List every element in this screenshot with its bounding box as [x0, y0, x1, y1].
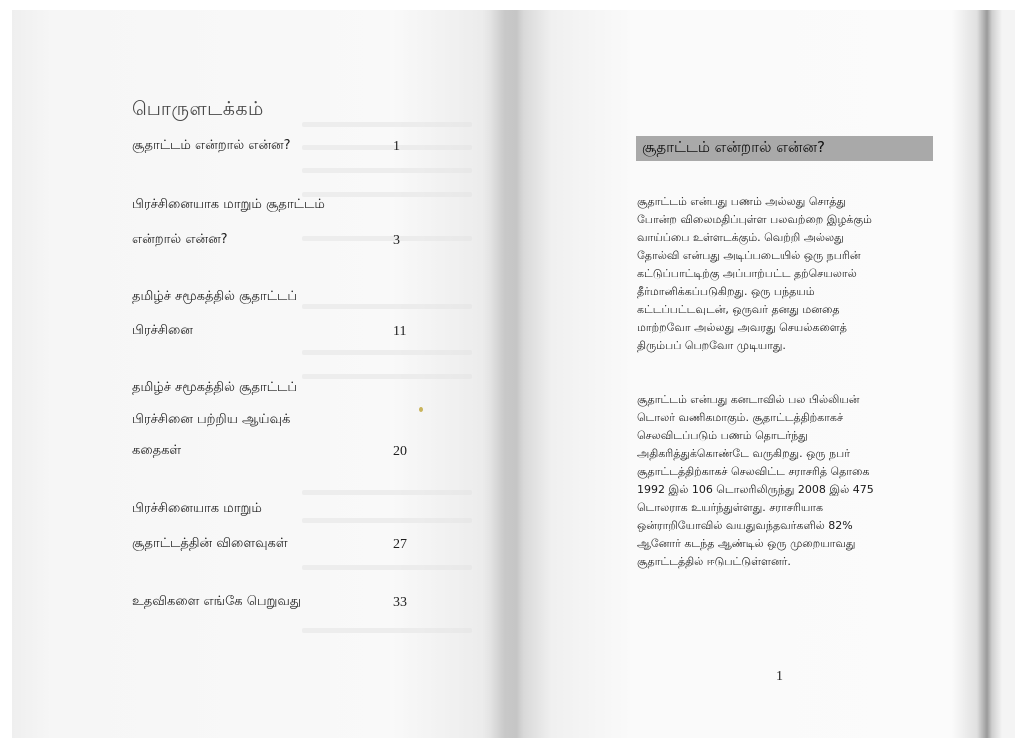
paragraph-line: கட்டுப்பாட்டிற்கு அப்பாற்பட்ட தற்செயலால் — [637, 267, 857, 280]
paragraph-line: வாய்ப்பை உள்ளடக்கும். வெற்றி அல்லது — [637, 231, 844, 244]
paragraph-line: ஆனோர் கடந்த ஆண்டில் ஒரு முறையாவது — [637, 537, 856, 550]
paragraph-line: சூதாட்டம் என்பது பணம் அல்லது சொத்து — [637, 195, 846, 208]
paragraph-line: கட்டப்பட்டவுடன், ஒருவர் தனது மனதை — [637, 303, 840, 316]
toc-entry-title: தமிழ்ச் சமூகத்தில் சூதாட்டப் — [132, 289, 298, 304]
toc-entry-title: சூதாட்டத்தின் விளைவுகள் — [132, 536, 288, 551]
paragraph-line: டொலர் வணிகமாகும். சூதாட்டத்திற்காகச் — [637, 411, 844, 424]
toc-entry-page: 27 — [393, 537, 407, 552]
paragraph-line: தீர்மானிக்கப்படுகிறது. ஒரு பந்தயம் — [637, 285, 815, 298]
toc-entry-page: 3 — [393, 233, 400, 248]
toc-entry-title: பிரச்சினையாக மாறும் — [132, 501, 262, 516]
bleed-through-text — [302, 374, 472, 379]
bleed-through-text — [302, 350, 472, 355]
toc-entry-title: பிரச்சினை — [132, 323, 193, 338]
paragraph-line: சூதாட்டத்திற்காகச் செலவிட்ட சராசரித் தொகை — [637, 465, 870, 478]
toc-entry-title: உதவிகளை எங்கே பெறுவது — [132, 594, 302, 609]
bleed-through-text — [302, 122, 472, 127]
bleed-through-text — [302, 168, 472, 173]
book-spine — [490, 10, 520, 738]
bleed-through-text — [302, 236, 472, 241]
paragraph-line: மாற்றவோ அல்லது அவரது செயல்களைத் — [637, 321, 847, 334]
bleed-through-text — [302, 565, 472, 570]
bleed-through-text — [302, 145, 472, 150]
paper-speck — [419, 407, 423, 412]
toc-entry-page: 1 — [393, 139, 400, 154]
bleed-through-text — [302, 518, 472, 523]
toc-entry-title: என்றால் என்ன? — [132, 232, 228, 247]
paragraph — [637, 391, 937, 571]
paragraph-line: சூதாட்டம் என்பது கனடாவில் பல பில்லியன் — [637, 393, 860, 406]
toc-entry-page: 20 — [393, 444, 407, 459]
paragraph-line: திரும்பப் பெறவோ முடியாது. — [637, 339, 786, 352]
paragraph-line: சூதாட்டத்தில் ஈடுபட்டுள்ளனர். — [637, 555, 791, 568]
paragraph-line: தோல்வி என்பது அடிப்படையில் ஒரு நபரின் — [637, 249, 861, 262]
toc-entry-page: 11 — [393, 324, 407, 339]
paragraph-line: அதிகரித்துக்கொண்டே வருகிறது. ஒரு நபர் — [637, 447, 850, 460]
paragraph-line: ஒன்ராறியோவில் வயதுவந்தவர்களில் 82% — [637, 519, 853, 532]
paragraph-line: டொலராக உயர்ந்துள்ளது. சராசரியாக — [637, 501, 824, 514]
toc-entry-title: பிரச்சினையாக மாறும் சூதாட்டம் — [132, 197, 325, 212]
paragraph-line: போன்ற விலைமதிப்புள்ள பலவற்றை இழக்கும் — [637, 213, 872, 226]
paragraph-line: செலவிடப்படும் பணம் தொடர்ந்து — [637, 429, 808, 442]
toc-entry-page: 33 — [393, 595, 407, 610]
bleed-through-text — [302, 490, 472, 495]
toc-entry-title: கதைகள் — [132, 443, 182, 458]
bleed-through-text — [302, 628, 472, 633]
paragraph — [637, 193, 937, 355]
bleed-through-text — [302, 192, 472, 197]
bleed-through-text — [302, 304, 472, 309]
toc-entry-title: தமிழ்ச் சமூகத்தில் சூதாட்டப் — [132, 380, 298, 395]
toc-entry-title: சூதாட்டம் என்றால் என்ன? — [132, 138, 291, 153]
toc-entry-title: பிரச்சினை பற்றிய ஆய்வுக் — [132, 412, 291, 427]
section-heading: சூதாட்டம் என்றால் என்ன? — [636, 136, 933, 161]
page-number: 1 — [776, 669, 783, 684]
toc-title: பொருளடக்கம் — [132, 98, 264, 120]
paragraph-line: 1992 இல் 106 டொலரிலிருந்து 2008 இல் 475 — [637, 483, 874, 496]
